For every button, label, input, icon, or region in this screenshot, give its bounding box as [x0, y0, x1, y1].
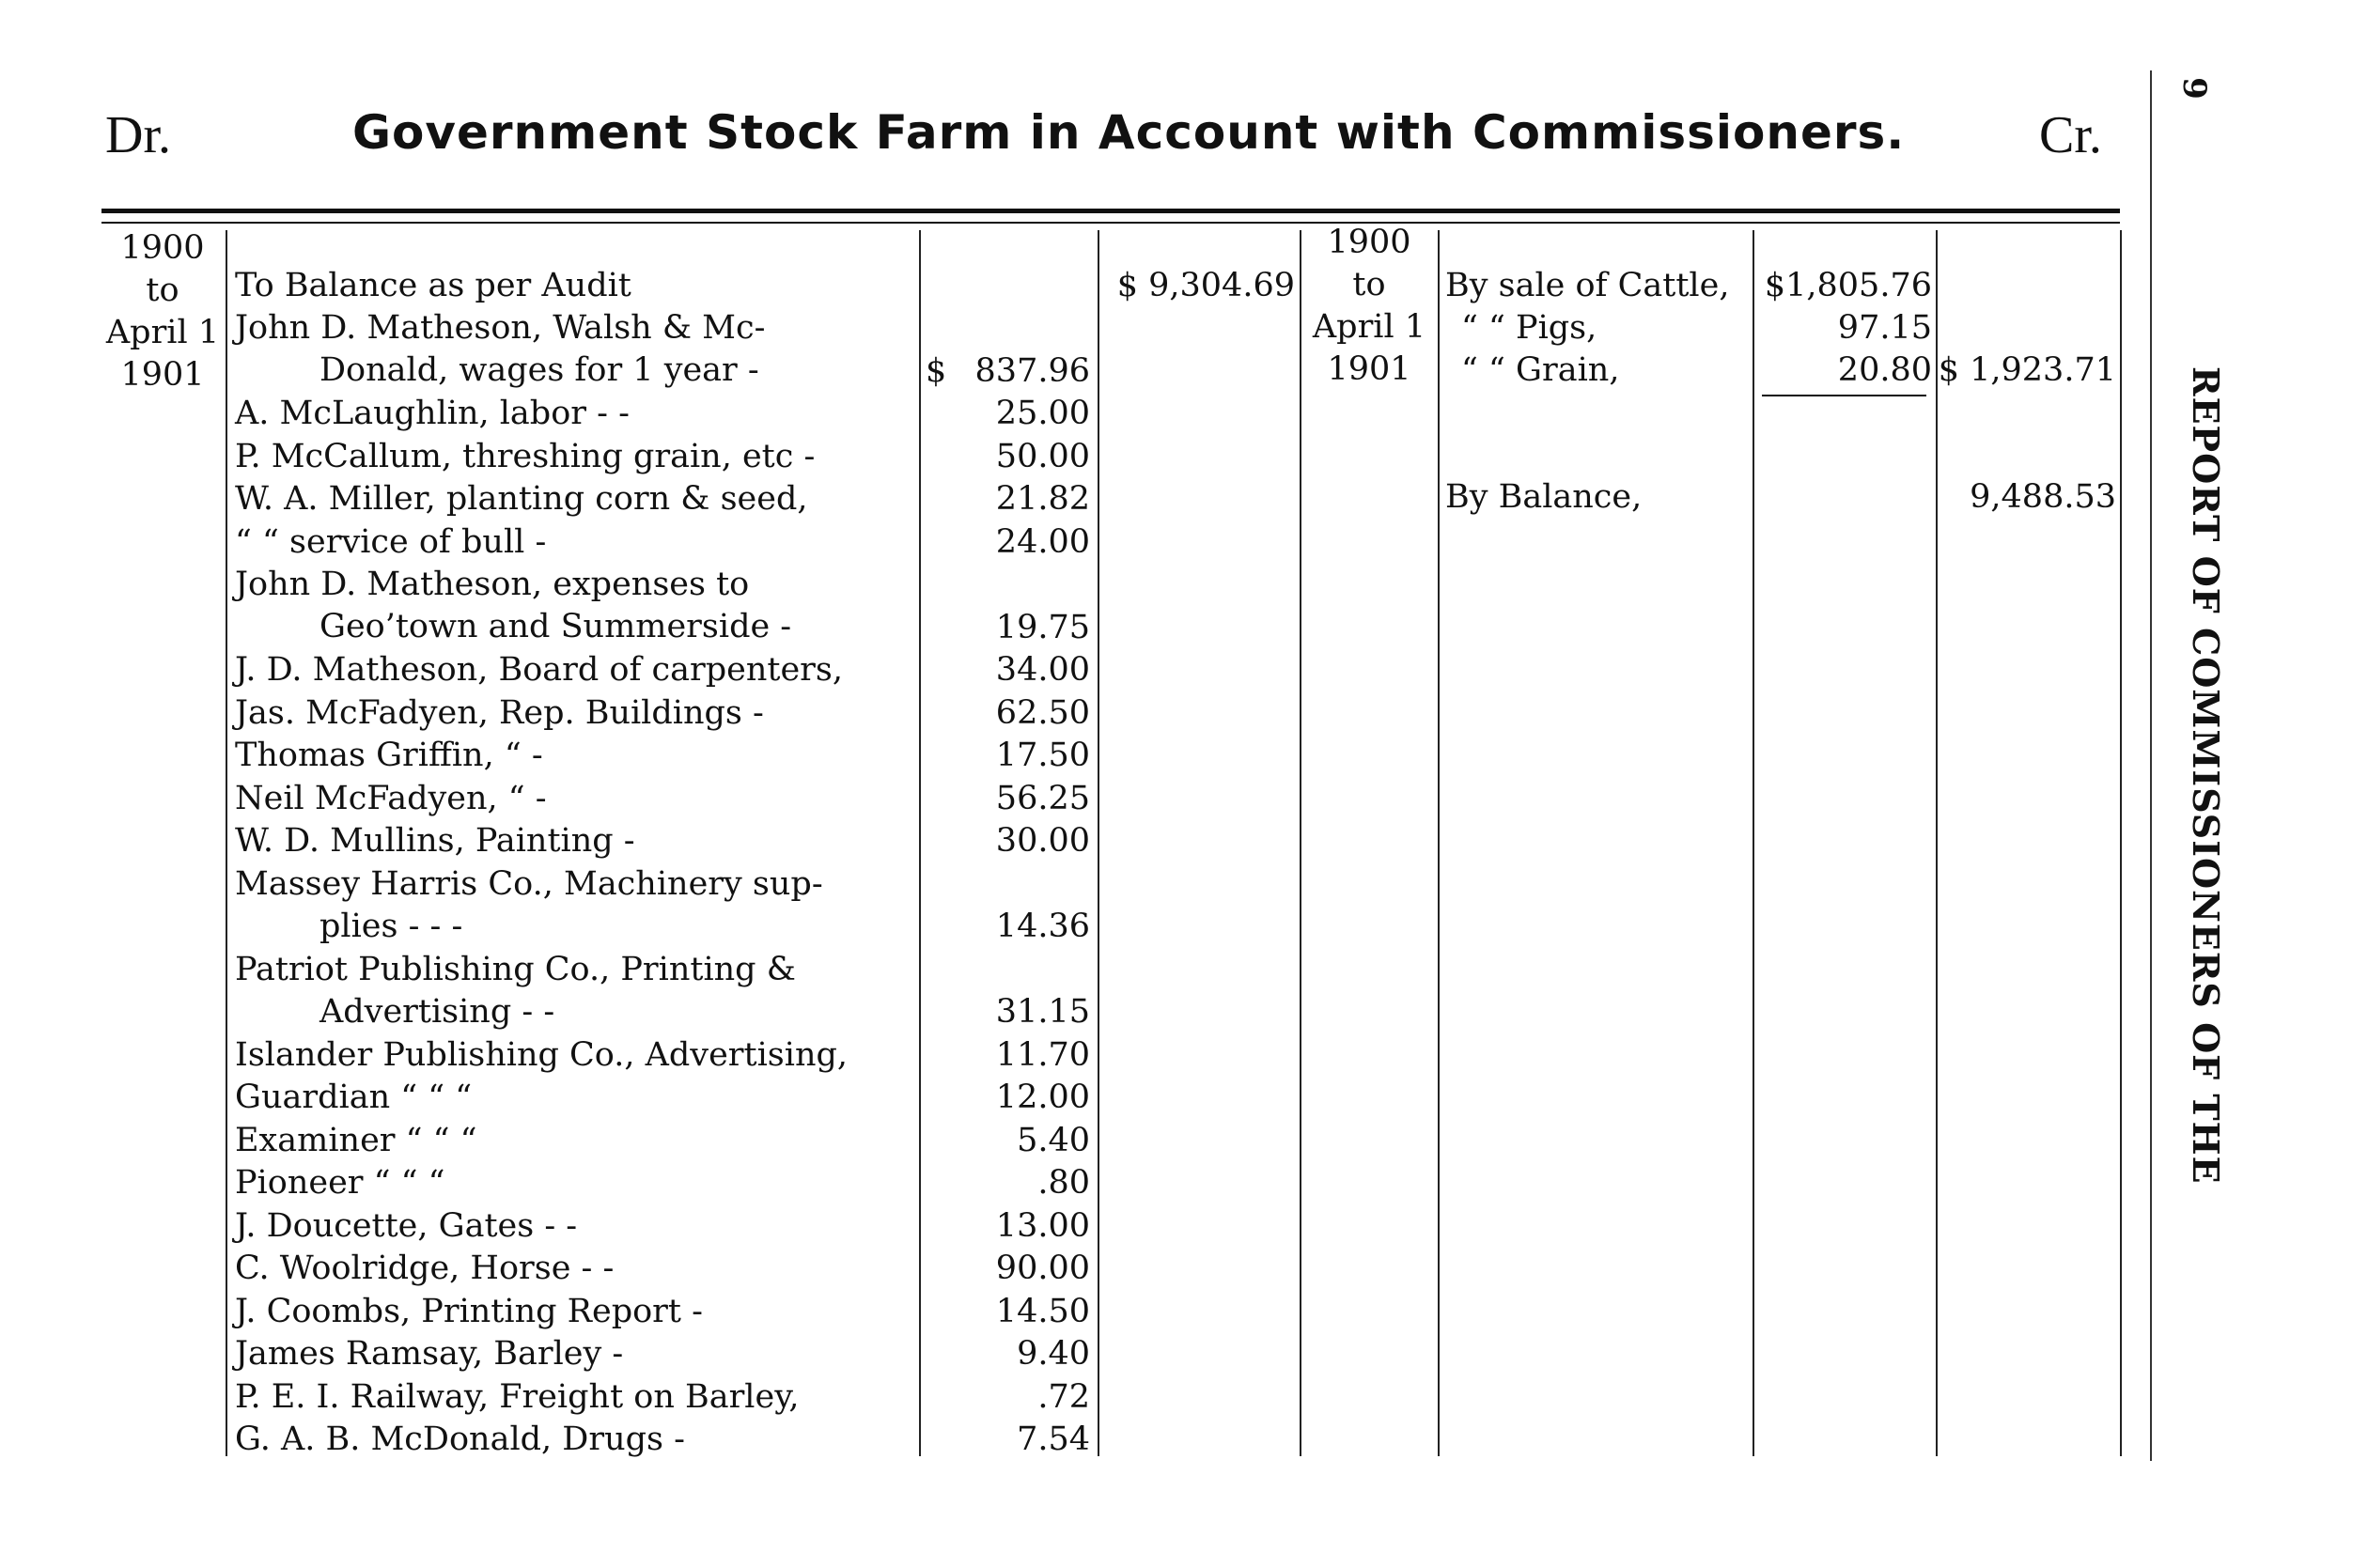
debit-item-amount	[926, 521, 1090, 564]
debit-item-amount-value: .80	[1037, 1164, 1090, 1202]
debit-item-amount-value: 30.00	[995, 822, 1090, 860]
col-line-2	[919, 230, 921, 1456]
debit-item-description	[235, 1205, 916, 1248]
debit-item-amount-value: 14.36	[995, 908, 1090, 945]
page-number: 9	[2174, 77, 2213, 100]
debit-item-description	[235, 649, 916, 691]
debit-item-amount	[926, 607, 1090, 649]
debit-date-3: April 1	[105, 314, 220, 351]
debit-item-line: Guardian “ “ “	[235, 1079, 473, 1116]
debit-item-amount	[926, 478, 1090, 520]
debit-item-line: Thomas Griffin, “ -	[235, 737, 543, 774]
debit-item-description	[235, 863, 916, 948]
debit-item-amount-value: 24.00	[995, 522, 1090, 561]
debit-item-line: “ “ service of bull -	[235, 522, 547, 561]
debit-item-amount-value: 17.50	[995, 737, 1090, 774]
col-line-4	[1300, 230, 1301, 1456]
debit-item-amount-value: 56.25	[995, 779, 1090, 817]
debit-item-amount-value: 7.54	[1017, 1421, 1090, 1458]
credit-date-1: 1900	[1327, 224, 1411, 261]
debit-item-amount-value: 14.50	[995, 1292, 1090, 1330]
dollar-sign: $	[926, 351, 947, 390]
debit-item-amount	[926, 393, 1090, 435]
debit-item-amount	[926, 1291, 1090, 1333]
credit-sale-grain-label: “ “ Grain,	[1461, 351, 1620, 389]
debit-item-line: J. Coombs, Printing Report -	[235, 1292, 703, 1330]
debit-item-line: John D. Matheson, Walsh & Mc-	[235, 309, 766, 347]
debit-item-amount	[926, 906, 1090, 948]
debit-item-description	[235, 1034, 916, 1077]
col-line-6	[1753, 230, 1754, 1456]
debit-item-description	[235, 1291, 916, 1333]
debit-item-line: Massey Harris Co., Machinery sup-	[235, 864, 823, 903]
debit-item-description	[235, 1333, 916, 1375]
col-line-7	[1936, 230, 1938, 1456]
credit-heading: Cr.	[2039, 106, 2102, 164]
debit-heading: Dr.	[105, 106, 171, 164]
debit-date-1: 1900	[120, 229, 205, 267]
debit-item-line: P. McCallum, threshing grain, etc -	[235, 437, 816, 475]
debit-item-amount-value: 90.00	[995, 1250, 1090, 1287]
debit-item-description	[235, 436, 916, 478]
debit-item-amount-value: .72	[1037, 1377, 1090, 1416]
debit-item-description	[235, 478, 916, 520]
debit-item-line-continued: Advertising - -	[319, 992, 555, 1031]
debit-item-description	[235, 778, 916, 820]
debit-item-description	[235, 1248, 916, 1290]
debit-item-amount-value: 11.70	[995, 1035, 1090, 1074]
debit-item-amount	[926, 1419, 1090, 1461]
debit-item-description	[235, 307, 916, 392]
right-margin-rule	[2150, 70, 2152, 1461]
debit-item-amount	[926, 436, 1090, 478]
debit-item-amount-value: 5.40	[1017, 1121, 1090, 1159]
debit-item-line: Jas. McFadyen, Rep. Buildings -	[235, 693, 764, 732]
debit-item-amount	[926, 1034, 1090, 1077]
credit-sale-pigs-label: “ “ Pigs,	[1461, 309, 1597, 347]
debit-item-amount-value: 50.00	[995, 437, 1090, 475]
credit-date-2: to	[1352, 266, 1386, 303]
debit-item-description	[235, 949, 916, 1033]
credit-sale-cattle-label: By sale of Cattle,	[1445, 267, 1730, 304]
debit-item-amount	[926, 649, 1090, 691]
debit-item-line: Examiner “ “ “	[235, 1121, 477, 1159]
debit-item-description	[235, 1162, 916, 1204]
credit-sale-cattle-amount: $1,805.76	[1764, 267, 1932, 304]
opening-balance-total: $ 9,304.69	[1116, 267, 1295, 304]
debit-item-description	[235, 1077, 916, 1119]
debit-item-amount	[926, 1077, 1090, 1119]
credit-balance-label: By Balance,	[1445, 478, 1643, 516]
credit-date-4: 1901	[1327, 350, 1411, 388]
debit-item-amount	[926, 1205, 1090, 1248]
debit-item-description	[235, 735, 916, 777]
col-line-3	[1098, 230, 1099, 1456]
debit-item-amount	[926, 778, 1090, 820]
credit-sales-total: $ 1,923.71	[1938, 351, 2116, 389]
debit-item-amount	[926, 820, 1090, 862]
debit-item-amount-value: 9.40	[1017, 1335, 1090, 1373]
header-rule-thin	[101, 222, 2120, 224]
running-title: REPORT OF COMMISSIONERS OF THE	[2185, 366, 2227, 1185]
credit-date-3: April 1	[1312, 308, 1426, 346]
col-line-5	[1438, 230, 1440, 1456]
debit-date-4: 1901	[120, 356, 205, 394]
debit-item-line: A. McLaughlin, labor - -	[235, 395, 630, 432]
opening-balance-label: To Balance as per Audit	[235, 267, 631, 304]
debit-item-description	[235, 564, 916, 648]
header-rule-thick	[101, 209, 2120, 213]
debit-item-amount-value: 837.96	[974, 351, 1090, 390]
debit-item-line: G. A. B. McDonald, Drugs -	[235, 1421, 685, 1458]
debit-item-line-continued: Geo’town and Summerside -	[319, 608, 792, 645]
debit-item-line: Islander Publishing Co., Advertising,	[235, 1035, 849, 1074]
debit-item-amount-value: 34.00	[995, 651, 1090, 689]
debit-item-line: J. Doucette, Gates - -	[235, 1206, 578, 1245]
credit-sale-grain-amount: 20.80	[1837, 351, 1932, 389]
debit-item-amount-value: 13.00	[995, 1206, 1090, 1245]
col-line-1	[226, 230, 227, 1456]
debit-item-line-continued: plies - - -	[319, 907, 463, 945]
debit-item-amount	[926, 1248, 1090, 1290]
debit-item-amount	[926, 1120, 1090, 1162]
debit-item-description	[235, 1419, 916, 1461]
credit-sale-pigs-amount: 97.15	[1837, 309, 1932, 347]
debit-item-line: John D. Matheson, expenses to	[235, 566, 750, 603]
debit-item-amount-value: 31.15	[995, 993, 1090, 1031]
debit-item-line: P. E. I. Railway, Freight on Barley,	[235, 1377, 800, 1416]
debit-item-amount	[926, 1162, 1090, 1204]
debit-item-line: Neil McFadyen, “ -	[235, 779, 547, 817]
debit-item-amount	[926, 735, 1090, 777]
page-title: Government Stock Farm in Account with Commissioners.	[352, 105, 1906, 160]
debit-item-amount	[926, 692, 1090, 735]
debit-item-line: W. D. Mullins, Painting -	[235, 822, 635, 860]
debit-item-description	[235, 820, 916, 862]
debit-date-2: to	[146, 272, 179, 309]
debit-item-amount	[926, 991, 1090, 1033]
debit-item-description	[235, 692, 916, 735]
debit-item-line: W. A. Miller, planting corn & seed,	[235, 480, 808, 518]
debit-item-amount-value: 25.00	[995, 395, 1090, 432]
debit-item-amount	[926, 1333, 1090, 1375]
debit-item-amount-value: 62.50	[995, 693, 1090, 732]
debit-item-description	[235, 1376, 916, 1419]
debit-item-line: C. Woolridge, Horse - -	[235, 1250, 615, 1287]
debit-item-amount	[926, 1376, 1090, 1419]
debit-item-line: Pioneer “ “ “	[235, 1164, 445, 1202]
sales-subtotal-rule	[1762, 395, 1926, 396]
debit-item-line: Patriot Publishing Co., Printing &	[235, 950, 796, 988]
debit-item-amount-value: 21.82	[995, 480, 1090, 518]
credit-balance-amount: 9,488.53	[1970, 478, 2116, 516]
debit-item-amount-value: 19.75	[995, 608, 1090, 646]
col-line-8	[2120, 230, 2122, 1456]
debit-item-description	[235, 1120, 916, 1162]
debit-item-line: James Ramsay, Barley -	[235, 1335, 624, 1373]
debit-item-description	[235, 393, 916, 435]
debit-item-amount-value: 12.00	[995, 1079, 1090, 1116]
debit-item-line: J. D. Matheson, Board of carpenters,	[235, 651, 844, 689]
debit-item-description	[235, 521, 916, 564]
debit-item-amount	[926, 350, 1090, 393]
debit-item-line-continued: Donald, wages for 1 year -	[319, 351, 759, 389]
